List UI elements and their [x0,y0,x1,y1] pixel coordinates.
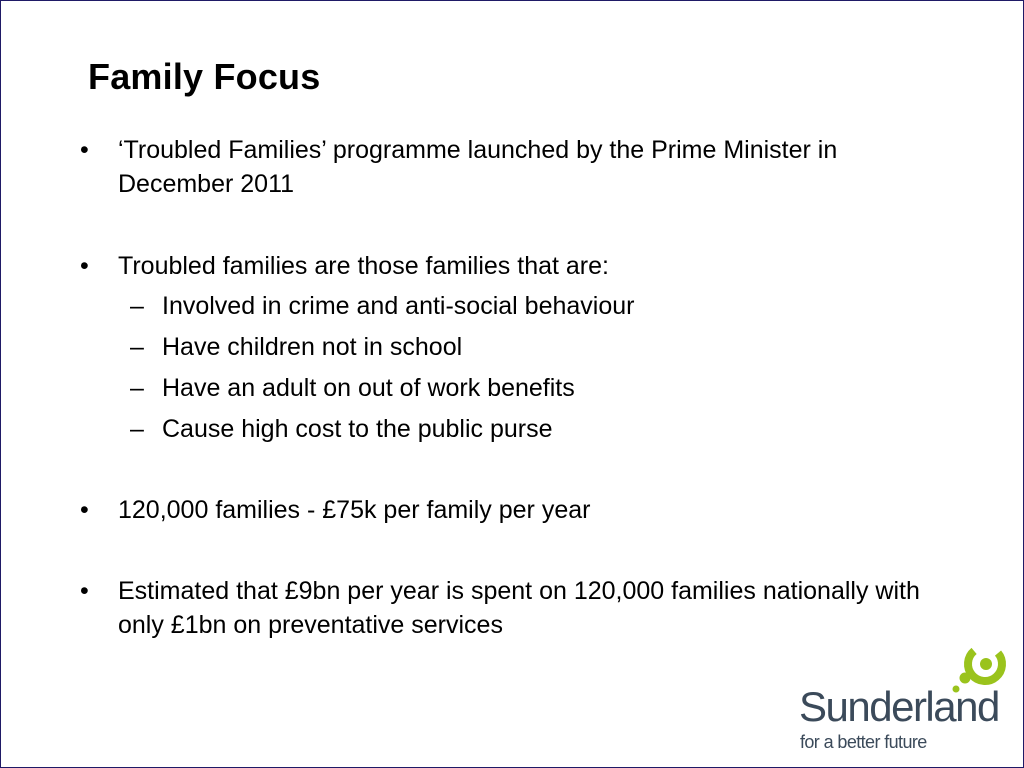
bullet-text: Estimated that £9bn per year is spent on 120,000 families nationally with only £1bn on preventative services [118,577,920,639]
sunderland-logo [795,640,1015,758]
sub-bullet-text: Have children not in school [162,333,463,361]
bullet-text: Troubled families are those families that are: [118,252,609,280]
sub-bullet-text: Cause high cost to the public purse [162,415,553,443]
sub-bullet-item [76,330,936,364]
bullet-text: ‘Troubled Families’ programme launched by the Prime Minister in December 2011 [118,136,838,198]
slide-title: Family Focus [88,56,321,97]
logo-tagline: for a better future [800,732,927,752]
sub-bullet-marker: – [130,374,144,402]
bullet-item [76,574,936,642]
sub-bullet-marker: – [130,333,144,361]
bullet-list [76,133,936,642]
bullet-marker: • [80,577,89,605]
bullet-text: 120,000 families - £75k per family per year [118,496,591,524]
sub-bullet-marker: – [130,415,144,443]
sub-bullet-marker: – [130,292,144,320]
sub-bullet-item [76,412,936,446]
sub-bullet-text: Involved in crime and anti-social behaviour [162,292,635,320]
bullet-marker: • [80,496,89,524]
sub-bullet-item [76,371,936,405]
bullet-marker: • [80,136,89,164]
bullet-item [76,133,936,201]
logo-wordmark: Sunderland [799,683,999,730]
bullet-item [76,249,936,283]
bullet-marker: • [80,252,89,280]
bullet-item [76,493,936,527]
sub-bullet-item [76,289,936,323]
sub-bullet-text: Have an adult on out of work benefits [162,374,575,402]
